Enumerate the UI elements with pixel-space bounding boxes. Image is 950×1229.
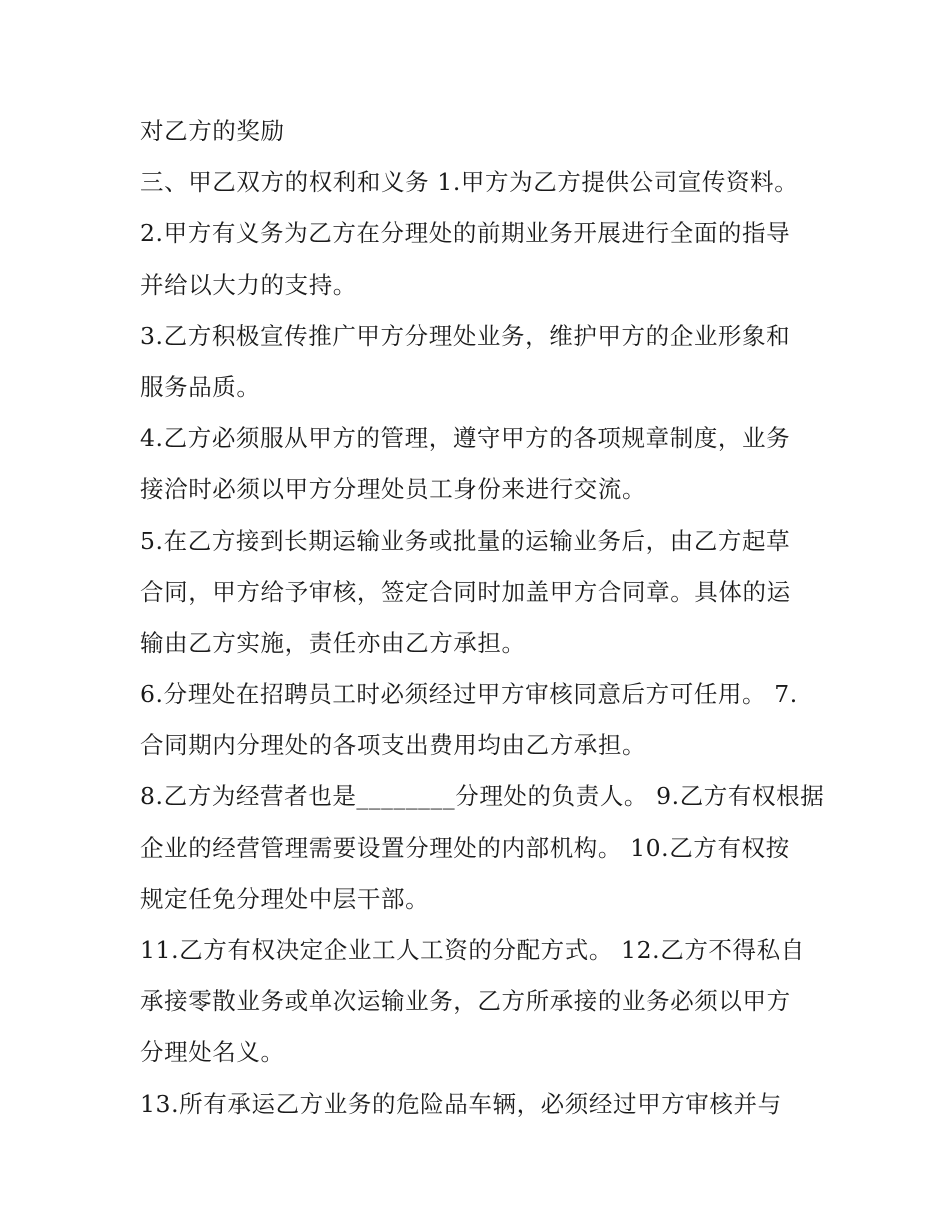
text-line: 并给以大力的支持。	[140, 270, 357, 299]
text-line: 11.乙方有权决定企业工人工资的分配方式。 12.乙方不得私自	[140, 936, 805, 964]
text-line: 2.甲方有义务为乙方在分理处的前期业务开展进行全面的指导	[140, 219, 791, 248]
text-line: 输由乙方实施，责任亦由乙方承担。	[140, 628, 526, 657]
text-line: 承接零散业务或单次运输业务，乙方所承接的业务必须以甲方	[140, 987, 791, 1016]
text-line: 3.乙方积极宣传推广甲方分理处业务，维护甲方的企业形象和	[140, 321, 791, 350]
text-line: 对乙方的奖励	[140, 117, 285, 145]
text-line: 规定任免分理处中层干部。	[140, 884, 430, 913]
text-line: 接洽时必须以甲方分理处员工身份来进行交流。	[140, 475, 647, 504]
text-line: 服务品质。	[140, 372, 261, 401]
text-line: 企业的经营管理需要设置分理处的内部机构。 10.乙方有权按	[140, 833, 790, 862]
text-line: 5.在乙方接到长期运输业务或批量的运输业务后，由乙方起草	[140, 526, 791, 555]
text-line: 合同期内分理处的各项支出费用均由乙方承担。	[140, 731, 647, 760]
text-line: 6.分理处在招聘员工时必须经过甲方审核同意后方可任用。 7.	[140, 680, 798, 709]
contract-body-text	[140, 106, 830, 1130]
text-line: 13.所有承运乙方业务的危险品车辆，必须经过甲方审核并与	[140, 1089, 782, 1118]
text-line: 合同，甲方给予审核，签定合同时加盖甲方合同章。具体的运	[140, 577, 791, 606]
text-line: 4.乙方必须服从甲方的管理，遵守甲方的各项规章制度，业务	[140, 424, 791, 453]
text-line: 分理处名义。	[140, 1038, 285, 1067]
text-line: 三、甲乙双方的权利和义务 1.甲方为乙方提供公司宣传资料。	[140, 168, 799, 197]
text-line: 8.乙方为经营者也是________分理处的负责人。 9.乙方有权根据	[140, 782, 825, 811]
